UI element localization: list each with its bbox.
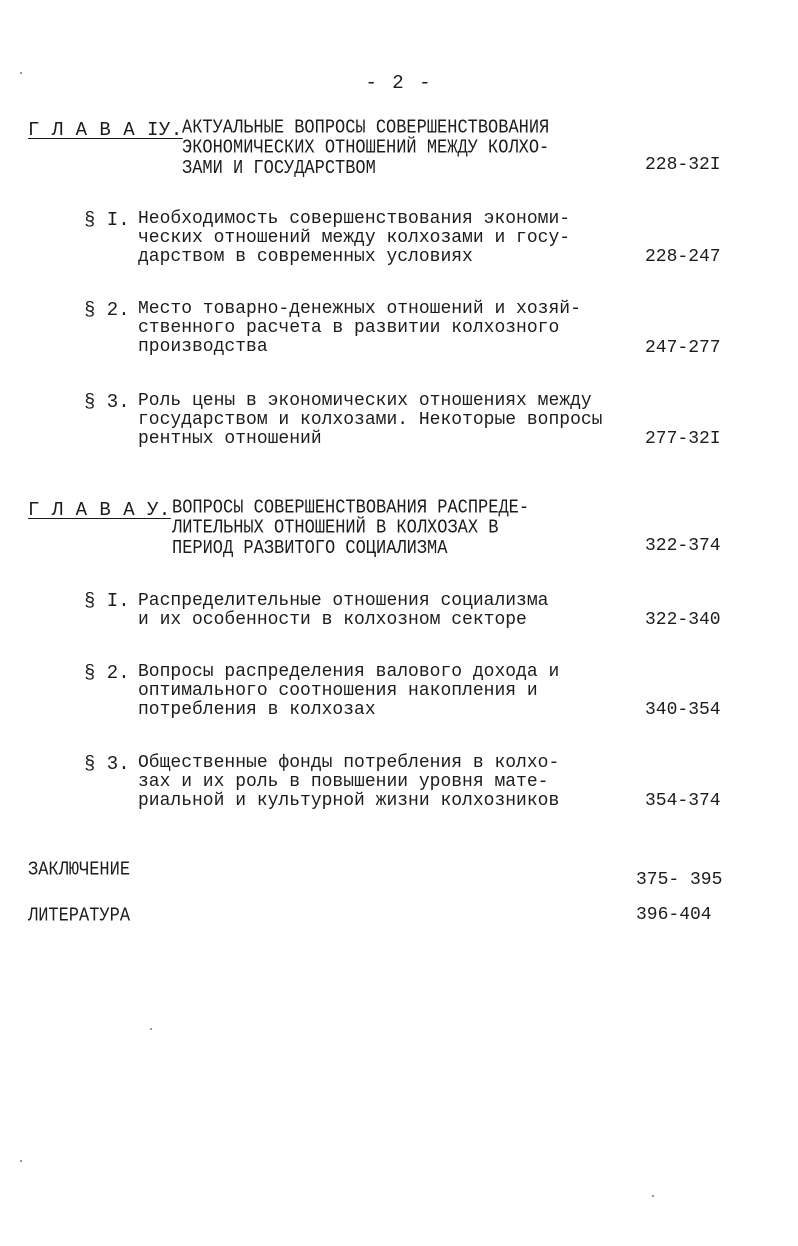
literature-pages: 396-404 — [636, 905, 712, 925]
chapter-title-line: ЛИТЕЛЬНЫХ ОТНОШЕНИЙ В КОЛХОЗАХ В — [172, 518, 499, 540]
literature-title: ЛИТЕРАТУРА — [28, 906, 131, 928]
chapter-title-line: ЭКОНОМИЧЕСКИХ ОТНОШЕНИЙ МЕЖДУ КОЛХО- — [182, 138, 550, 160]
section-pages: 277-32I — [645, 429, 721, 449]
chapter-title-line: АКТУАЛЬНЫЕ ВОПРОСЫ СОВЕРШЕНСТВОВАНИЯ — [182, 117, 550, 140]
section-symbol: § I. — [84, 209, 130, 231]
chapter-title-line: ЗАМИ И ГОСУДАРСТВОМ — [182, 158, 376, 180]
section-title-line: Вопросы распределения валового дохода и — [138, 662, 560, 682]
section-title — [138, 592, 548, 630]
section-symbol: § 3. — [84, 753, 130, 775]
section-pages: 354-374 — [645, 791, 721, 811]
chapter-pages: 228-32I — [645, 155, 721, 175]
section-symbol: § 3. — [84, 391, 130, 413]
section-title-line: государством и колхозами. Некоторые вопросы — [138, 410, 603, 430]
section-title — [138, 754, 559, 811]
section-title-line: Место товарно-денежных отношений и хозяй- — [138, 299, 581, 319]
scan-speck — [652, 1195, 654, 1197]
chapter-title — [182, 119, 549, 179]
section-title-line: Общественные фонды потребления в колхо- — [138, 753, 560, 773]
section-symbol: § I. — [84, 590, 130, 612]
section-pages: 340-354 — [645, 700, 721, 720]
chapter-title-line: ВОПРОСЫ СОВЕРШЕНСТВОВАНИЯ РАСПРЕДЕ- — [172, 497, 530, 520]
section-pages: 322-340 — [645, 610, 721, 630]
section-symbol: § 2. — [84, 299, 130, 321]
chapter-label: Г Л А В А У. — [28, 499, 171, 521]
section-title-line: ческих отношений между колхозами и госу- — [138, 228, 571, 248]
conclusion-pages: 375- 395 — [636, 870, 723, 890]
scan-speck — [150, 1028, 152, 1030]
chapter-title-line: ПЕРИОД РАЗВИТОГО СОЦИАЛИЗМА — [172, 538, 448, 560]
conclusion-title: ЗАКЛЮЧЕНИЕ — [28, 860, 131, 882]
section-pages: 228-247 — [645, 247, 721, 267]
section-title-line: зах и их роль в повышении уровня мате- — [138, 772, 549, 792]
scan-speck — [20, 1160, 22, 1162]
chapter-title — [172, 499, 529, 559]
section-title-line: производства — [138, 337, 268, 357]
section-title-line: ственного расчета в развитии колхозного — [138, 318, 560, 338]
section-title — [138, 210, 570, 267]
section-title-line: Необходимость совершенствования экономи- — [138, 209, 571, 229]
section-title-line: оптимального соотношения накопления и — [138, 681, 538, 701]
page-number: - 2 - — [365, 72, 433, 94]
section-title-line: и их особенности в колхозном секторе — [138, 610, 527, 630]
section-title-line: Распределительные отношения социализма — [138, 591, 549, 611]
scan-speck — [20, 72, 22, 74]
chapter-pages: 322-374 — [645, 536, 721, 556]
section-title-line: рентных отношений — [138, 429, 322, 449]
section-title-line: риальной и культурной жизни колхозников — [138, 791, 560, 811]
chapter-label: Г Л А В А ІУ. — [28, 119, 183, 141]
section-title-line: потребления в колхозах — [138, 700, 376, 720]
section-title-line: Роль цены в экономических отношениях между — [138, 391, 592, 411]
section-title-line: дарством в современных условиях — [138, 247, 473, 267]
section-symbol: § 2. — [84, 662, 130, 684]
section-title — [138, 392, 602, 449]
section-title — [138, 300, 581, 357]
section-title — [138, 663, 559, 720]
section-pages: 247-277 — [645, 338, 721, 358]
